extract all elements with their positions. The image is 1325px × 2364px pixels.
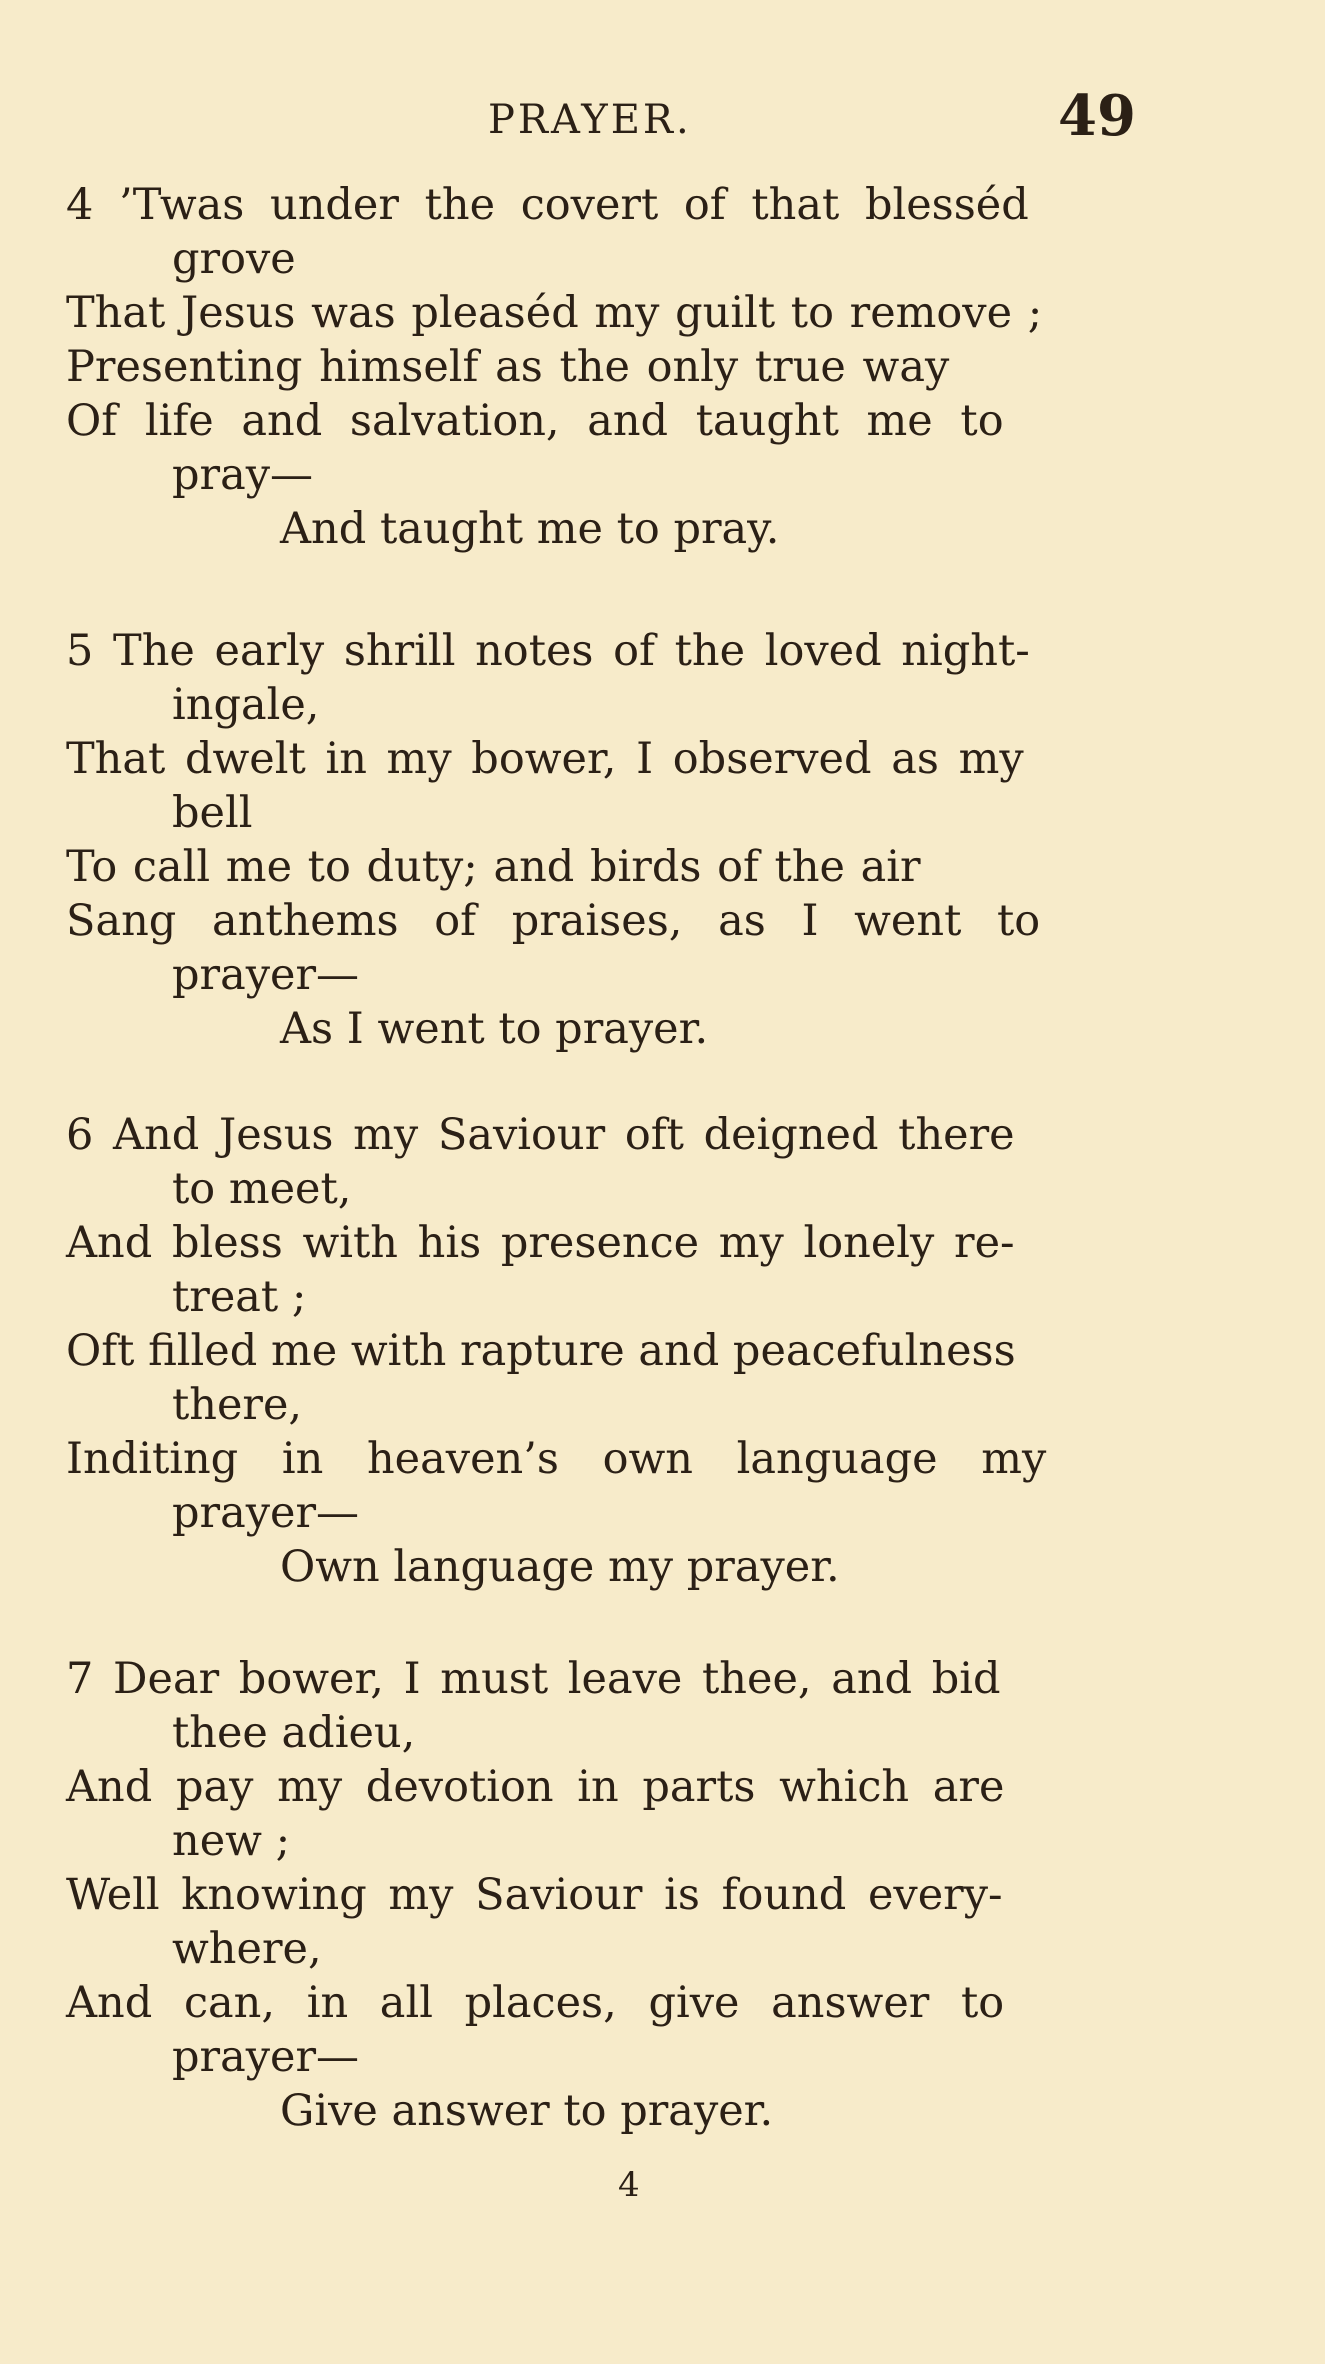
verse-line: ingale,	[172, 680, 320, 730]
verse-line: 7 Dear bower, I must leave thee, and bid	[66, 1654, 1001, 1704]
verse-line: Presenting himself as the only true way	[66, 342, 950, 392]
verse-line: And can, in all places, give answer to	[66, 1978, 1005, 2028]
verse-refrain: As I went to prayer.	[280, 1004, 709, 1054]
verse-line: new ;	[172, 1816, 291, 1866]
verse-line: And bless with his presence my lonely re-	[66, 1218, 1015, 1268]
verse-refrain: Give answer to prayer.	[280, 2086, 774, 2136]
verse-line: treat ;	[172, 1272, 307, 1322]
verse-line: prayer—	[172, 1488, 360, 1538]
verse-line: And pay my devotion in parts which are	[66, 1762, 1005, 1812]
verse-line: Oft filled me with rapture and peacefulness	[66, 1326, 1016, 1376]
verse-line: prayer—	[172, 2032, 360, 2082]
verse-line: That dwelt in my bower, I observed as my	[66, 734, 1024, 784]
verse-line: 4 ’Twas under the covert of that blesséd	[66, 180, 1029, 230]
verse-line: Sang anthems of praises, as I went to	[66, 896, 1041, 946]
verse-line: bell	[172, 788, 253, 838]
verse-line: 5 The early shrill notes of the loved night-	[66, 626, 1030, 676]
verse-line: Well knowing my Saviour is found every-	[66, 1870, 1003, 1920]
verse-line: where,	[172, 1924, 322, 1974]
verse-line: thee adieu,	[172, 1708, 416, 1758]
verse-refrain: Own language my prayer.	[280, 1542, 840, 1592]
verse-line: To call me to duty; and birds of the air	[66, 842, 921, 892]
verse-line: to meet,	[172, 1164, 352, 1214]
signature-mark: 4	[618, 2165, 640, 2205]
verse-line: grove	[172, 234, 296, 284]
verse-line: pray—	[172, 450, 314, 500]
verse-line: That Jesus was pleaséd my guilt to remove ;	[66, 288, 1043, 338]
page-number: 49	[1058, 83, 1136, 149]
verse-line: prayer—	[172, 950, 360, 1000]
verse-line: there,	[172, 1380, 303, 1430]
running-header-title: PRAYER.	[488, 97, 692, 143]
verse-line: 6 And Jesus my Saviour oft deigned there	[66, 1110, 1015, 1160]
verse-line: Of life and salvation, and taught me to	[66, 396, 1004, 446]
verse-line: Inditing in heaven’s own language my	[66, 1434, 1047, 1484]
verse-refrain: And taught me to pray.	[280, 504, 780, 554]
